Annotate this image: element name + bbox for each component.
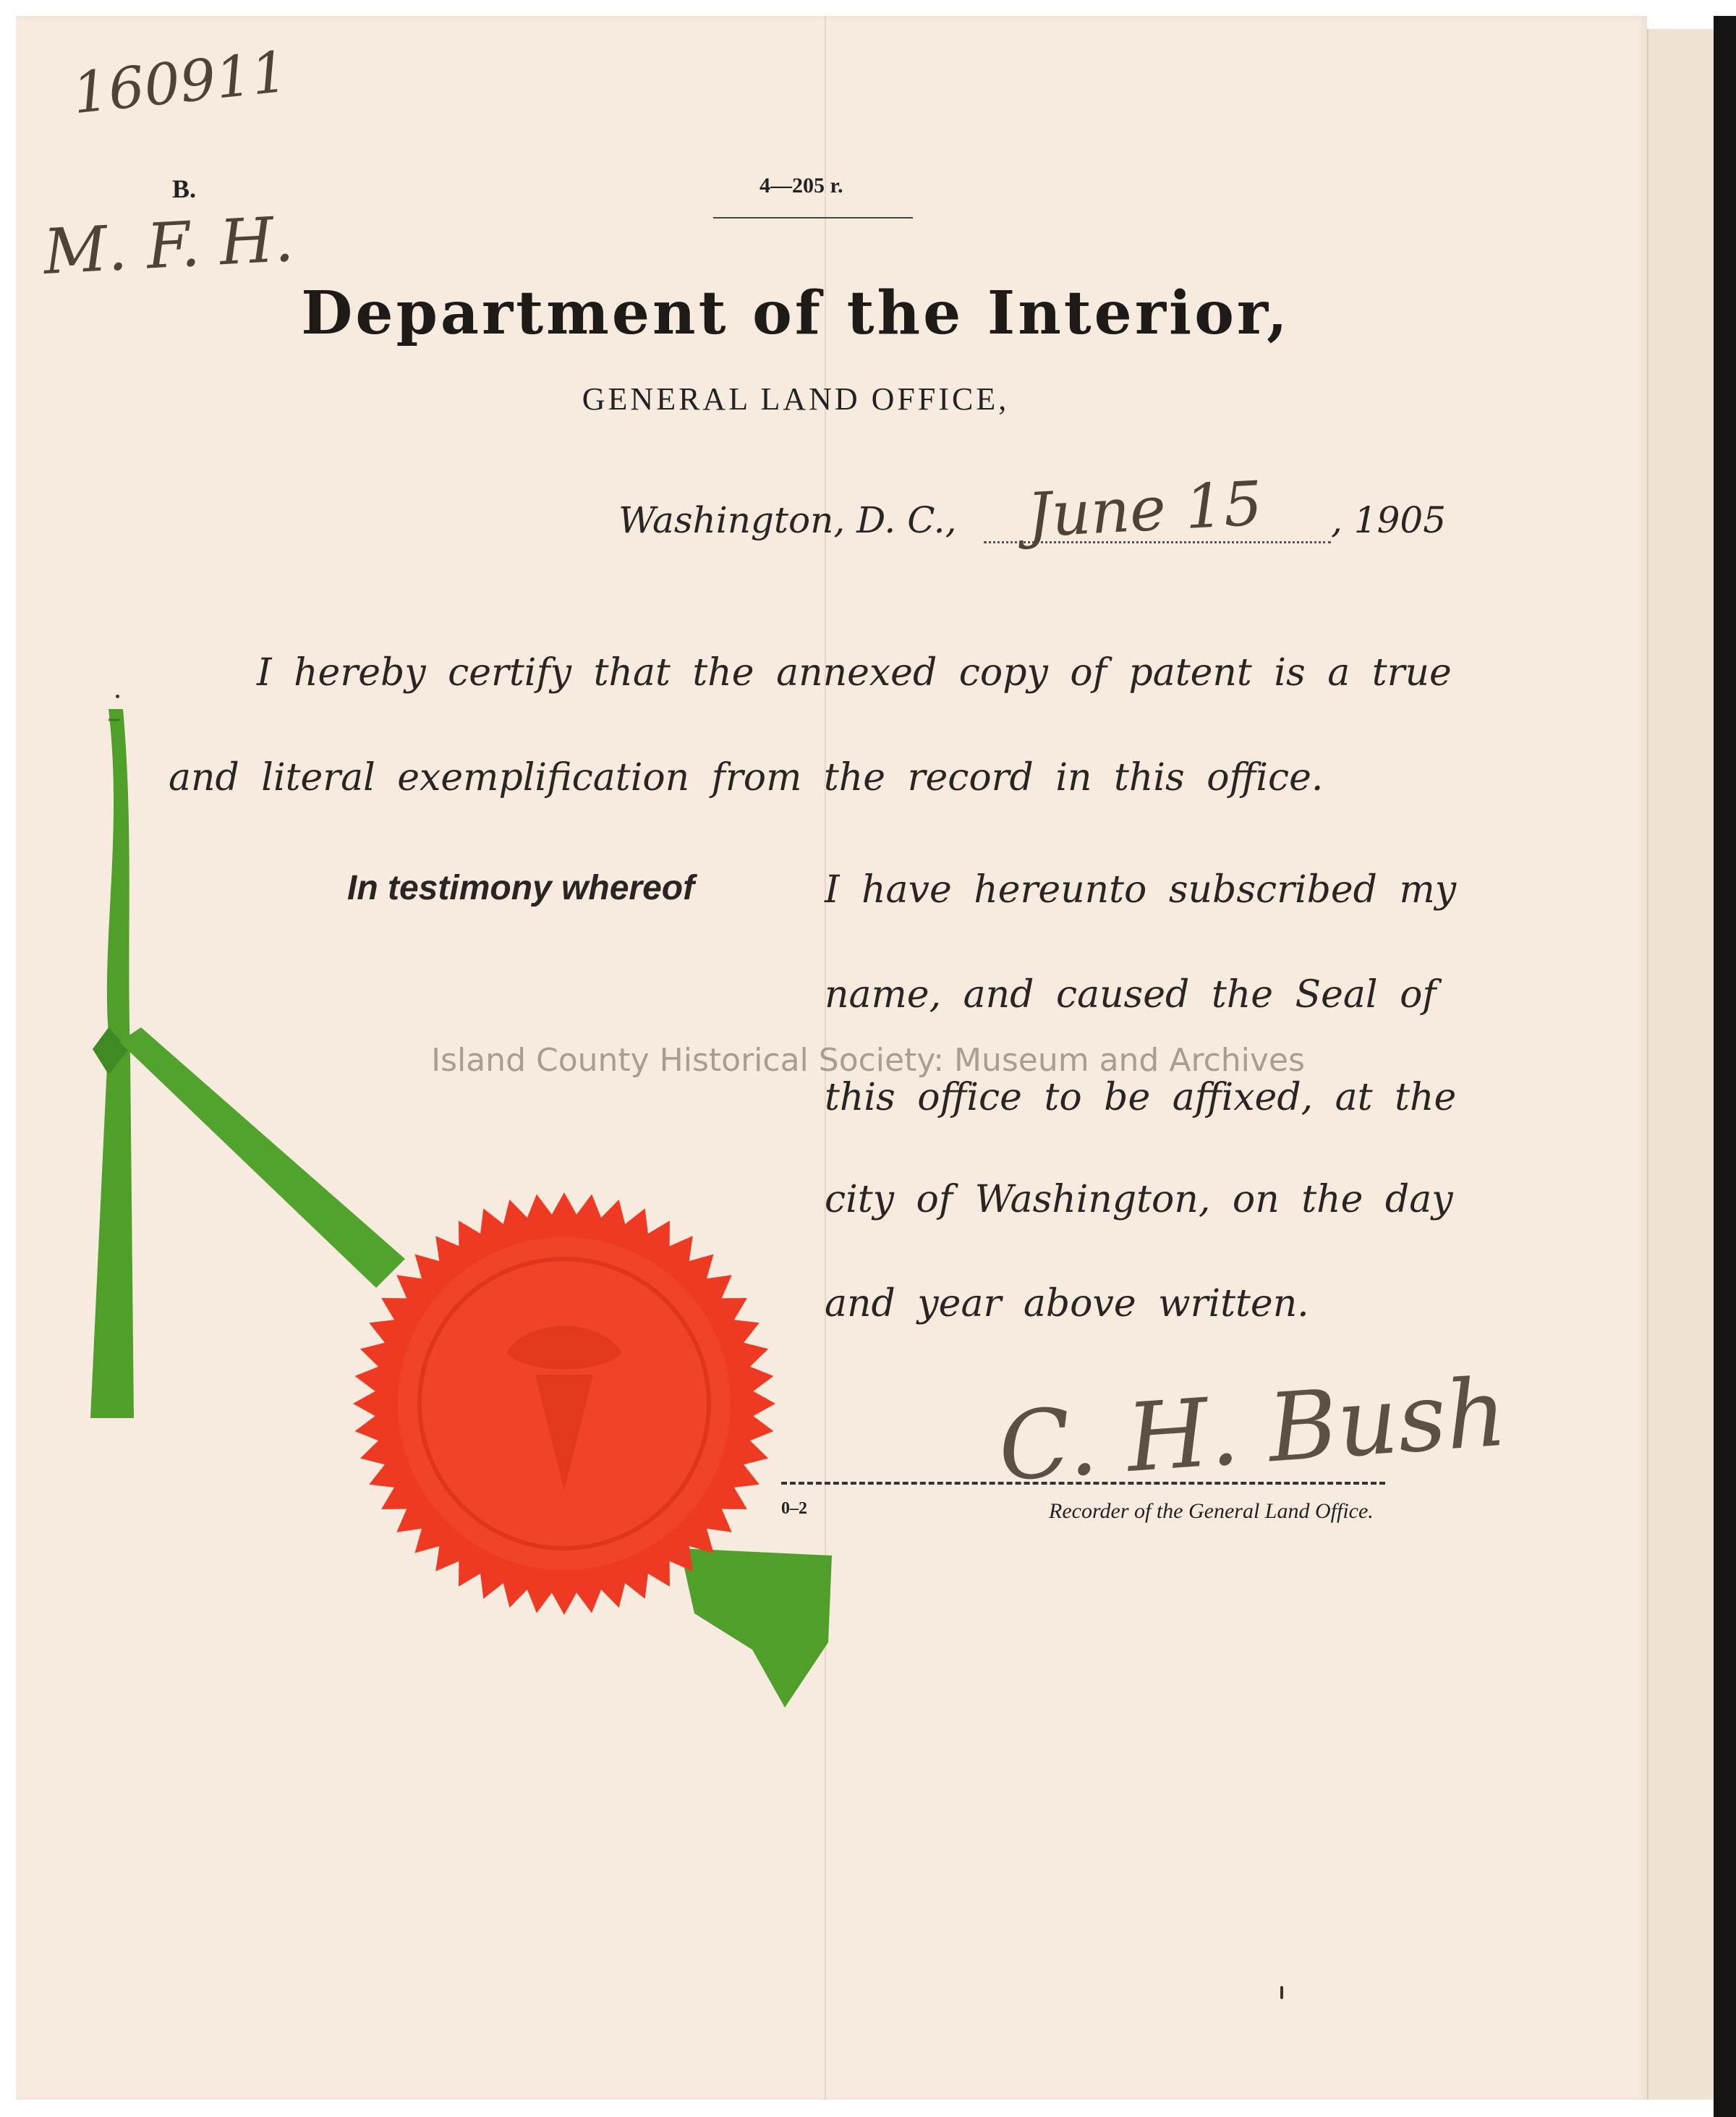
certification-line-2: and literal exemplification from the record in this office.: [169, 756, 1324, 799]
handwritten-file-number: 160911: [69, 39, 291, 127]
form-number: 4—205 r.: [760, 174, 843, 198]
form-code: 0–2: [781, 1499, 807, 1518]
red-wax-seal: [347, 1187, 781, 1621]
date-place: Washington, D. C.,: [618, 499, 957, 541]
certification-line-1: I hereby certify that the annexed copy of patent is a true: [257, 651, 1452, 695]
testimony-line-5: and year above written.: [825, 1282, 1309, 1325]
form-letter: B.: [172, 174, 197, 203]
testimony-lead: In testimony whereof: [347, 869, 695, 907]
signature: C. H. Bush: [995, 1357, 1510, 1503]
testimony-line-4: city of Washington, on the day: [825, 1178, 1453, 1221]
department-title: Department of the Interior,: [301, 279, 1290, 348]
date-year: , 1905: [1331, 499, 1447, 541]
signature-caption: Recorder of the General Land Office.: [1049, 1499, 1374, 1523]
archive-watermark: Island County Historical Society: Museum and Archives: [431, 1042, 1305, 1079]
handwritten-initials: M. F. H.: [41, 203, 296, 289]
date-month-day: June 15: [1025, 467, 1264, 551]
office-title: GENERAL LAND OFFICE,: [582, 381, 1010, 417]
testimony-line-3: this office to be affixed, at the: [825, 1076, 1457, 1119]
testimony-line-2: name, and caused the Seal of: [825, 973, 1437, 1017]
punch-hole: [116, 695, 119, 698]
paper-speck: [1280, 1986, 1283, 1999]
testimony-line-1: I have hereunto subscribed my: [825, 868, 1457, 912]
